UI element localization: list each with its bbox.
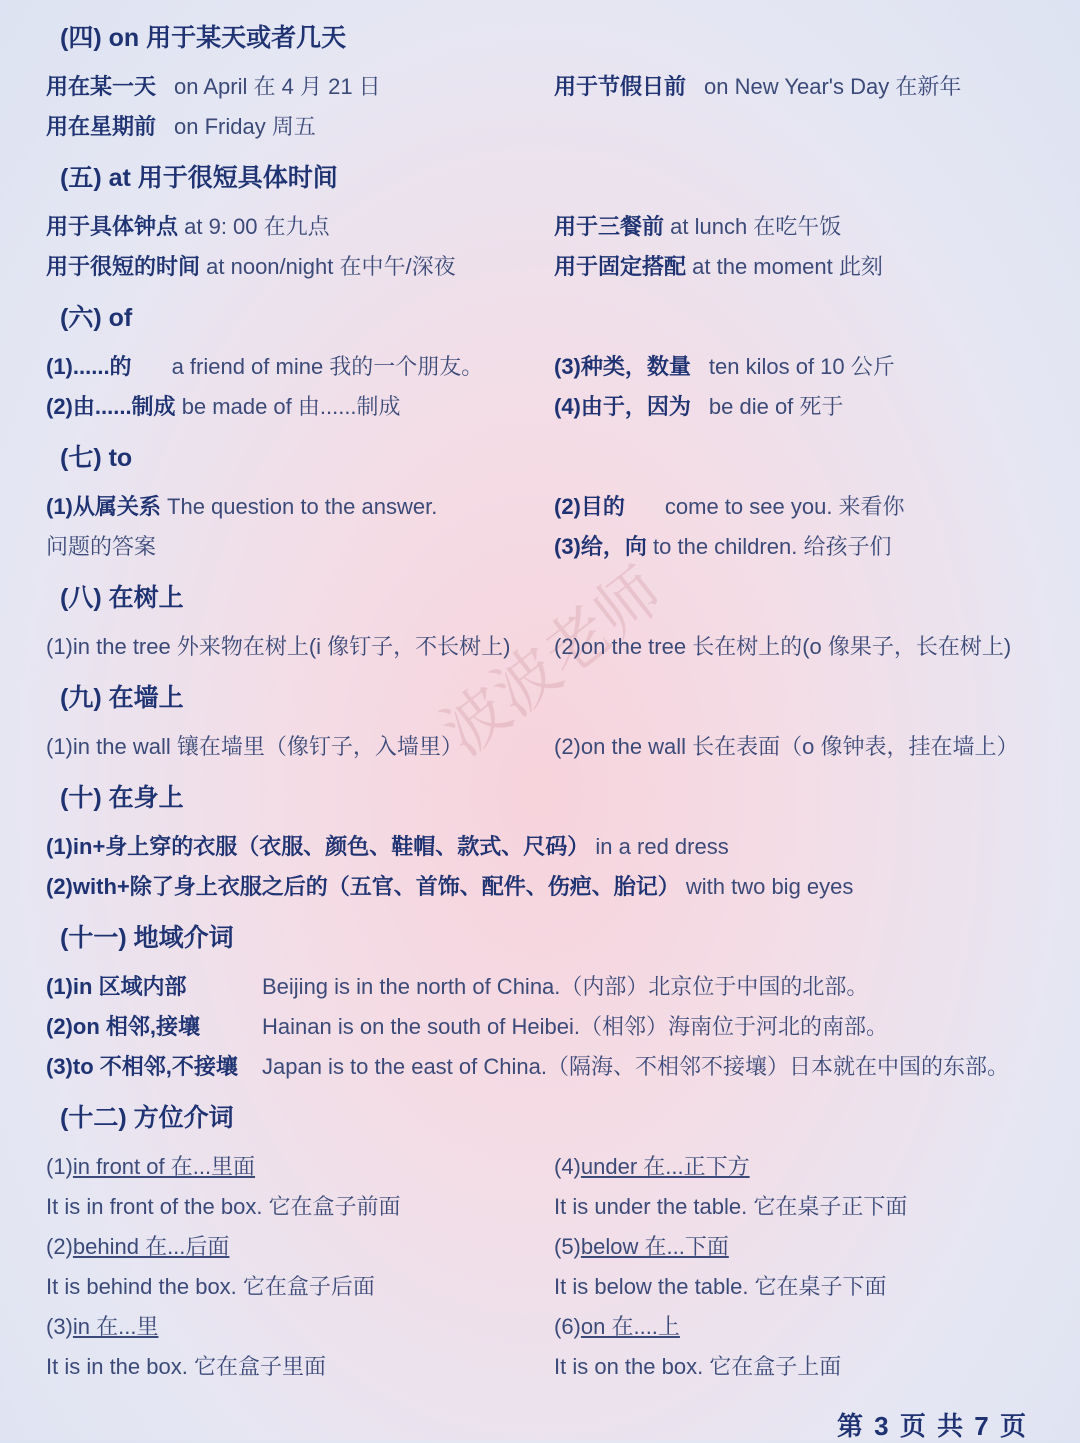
- s12-left-2-example: It is behind the box. 它在盒子后面: [46, 1274, 375, 1299]
- num: (2): [46, 1234, 73, 1259]
- s12-left-3-term: [46, 1310, 158, 1341]
- text: a friend of mine 我的一个朋友。: [171, 354, 484, 379]
- text: on New Year's Day 在新年: [704, 74, 962, 99]
- s11-row3-label: [46, 1050, 238, 1081]
- s8-left: (1)in the tree 外来物在树上(i 像钉子，不长树上): [46, 634, 511, 659]
- text: on Friday 周五: [174, 114, 316, 139]
- s7-row2-left: 问题的答案: [46, 534, 157, 559]
- label: (2)on 相邻,接壤: [46, 1014, 200, 1039]
- s12-right-6-example: It is on the box. 它在盒子上面: [554, 1354, 842, 1379]
- term: below 在...下面: [580, 1234, 729, 1259]
- s11-row1-label: [46, 970, 187, 1001]
- label: 用于节假日前: [554, 74, 687, 99]
- s10-row2: [46, 870, 853, 901]
- s12-right-5-term: [554, 1230, 729, 1261]
- section-12-heading: (十二) 方位介词: [60, 1104, 234, 1132]
- num: (3): [46, 1314, 73, 1339]
- s8-right: (2)on the tree 长在树上的(o 像果子，长在树上): [554, 634, 1012, 659]
- label: (1)in 区域内部: [46, 974, 187, 999]
- s12-left-1-example: It is in front of the box. 它在盒子前面: [46, 1194, 401, 1219]
- num: (6): [554, 1314, 581, 1339]
- s9-right: (2)on the wall 长在表面（o 像钟表，挂在墙上）: [554, 734, 1019, 759]
- s5-row1-left: [46, 210, 330, 241]
- text: at noon/night 在中午/深夜: [206, 254, 456, 279]
- s7-row1-right: [554, 490, 905, 521]
- num: (1): [46, 1154, 73, 1179]
- s5-row2-right: [554, 250, 883, 281]
- num: (4): [554, 1154, 581, 1179]
- s11-row2-label: [46, 1010, 200, 1041]
- label: 用在某一天: [46, 74, 157, 99]
- s12-left-2-term: [46, 1230, 229, 1261]
- s12-left-1-term: [46, 1150, 255, 1181]
- label: (2)目的: [554, 494, 625, 519]
- label: 用于很短的时间: [46, 254, 201, 279]
- s6-row2-right: [554, 390, 843, 421]
- text: at 9: 00 在九点: [184, 214, 330, 239]
- section-10-heading: (十) 在身上: [60, 784, 184, 812]
- term: behind 在...后面: [72, 1234, 230, 1259]
- text: ten kilos of 10 公斤: [708, 354, 895, 379]
- label: (3)给，向: [554, 534, 647, 559]
- section-4-heading: (四) on 用于某天或者几天: [60, 24, 347, 52]
- label: 用于具体钟点: [46, 214, 179, 239]
- label: (3)to 不相邻,不接壤: [46, 1054, 238, 1079]
- page-number: 第 3 页 共 7 页: [836, 1411, 1028, 1441]
- term: in front of 在...里面: [72, 1154, 256, 1179]
- text: in a red dress: [595, 834, 729, 859]
- label: (1)从属关系: [46, 494, 161, 519]
- section-9-heading: (九) 在墙上: [60, 684, 184, 712]
- label: 用于三餐前: [554, 214, 665, 239]
- text: come to see you. 来看你: [664, 494, 905, 519]
- label: (2)由......制成: [46, 394, 176, 419]
- s4-row1-left: [46, 70, 381, 101]
- label: (3)种类，数量: [554, 354, 691, 379]
- text: The question to the answer.: [167, 494, 438, 519]
- s12-right-5-example: It is below the table. 它在桌子下面: [554, 1274, 887, 1299]
- s6-row1-right: [554, 350, 895, 381]
- text: on April 在 4 月 21 日: [174, 74, 381, 99]
- label: (4)由于，因为: [554, 394, 691, 419]
- s10-row1: [46, 830, 729, 861]
- section-5-heading: (五) at 用于很短具体时间: [60, 164, 338, 192]
- s11-row2-text: Hainan is on the south of Heibei.（相邻）海南位于河北的南部。: [262, 1014, 888, 1039]
- s6-row1-left: [46, 350, 483, 381]
- text: at the moment 此刻: [692, 254, 883, 279]
- s12-right-4-term: [554, 1150, 750, 1181]
- num: (5): [554, 1234, 581, 1259]
- s7-row1-left: [46, 490, 437, 521]
- section-11-heading: (十一) 地域介词: [60, 924, 234, 952]
- s7-row2-right: [554, 530, 891, 561]
- s4-row2-left: [46, 110, 316, 141]
- text: be made of 由......制成: [181, 394, 401, 419]
- s11-row3-text: Japan is to the east of China.（隔海、不相邻不接壤）日本就在中国的东部。: [262, 1054, 1009, 1079]
- s4-row1-right: [554, 70, 961, 101]
- term: in 在...里: [72, 1314, 159, 1339]
- s5-row1-right: [554, 210, 841, 241]
- label: (2)with+除了身上衣服之后的（五官、首饰、配件、伤疤、胎记）: [46, 874, 680, 899]
- text: be die of 死于: [708, 394, 844, 419]
- label: 用在星期前: [46, 114, 157, 139]
- s12-right-4-example: It is under the table. 它在桌子正下面: [554, 1194, 908, 1219]
- text: with two big eyes: [685, 874, 854, 899]
- term: under 在...正下方: [580, 1154, 750, 1179]
- label: (1)......的: [46, 354, 132, 379]
- s12-right-6-term: [554, 1310, 680, 1341]
- label: (1)in+身上穿的衣服（衣服、颜色、鞋帽、款式、尺码）: [46, 834, 590, 859]
- text: at lunch 在吃午饭: [670, 214, 842, 239]
- text: to the children. 给孩子们: [653, 534, 892, 559]
- section-7-heading: (七) to: [60, 444, 133, 472]
- watermark: 波波老师: [429, 554, 677, 771]
- label: 用于固定搭配: [554, 254, 687, 279]
- s11-row1-text: Beijing is in the north of China.（内部）北京位于中国的北部。: [262, 974, 869, 999]
- section-6-heading: (六) of: [60, 304, 133, 332]
- term: on 在....上: [580, 1314, 680, 1339]
- s12-left-3-example: It is in the box. 它在盒子里面: [46, 1354, 326, 1379]
- s6-row2-left: [46, 390, 401, 421]
- s5-row2-left: [46, 250, 456, 281]
- section-8-heading: (八) 在树上: [60, 584, 184, 612]
- s9-left: (1)in the wall 镶在墙里（像钉子，入墙里）: [46, 734, 463, 759]
